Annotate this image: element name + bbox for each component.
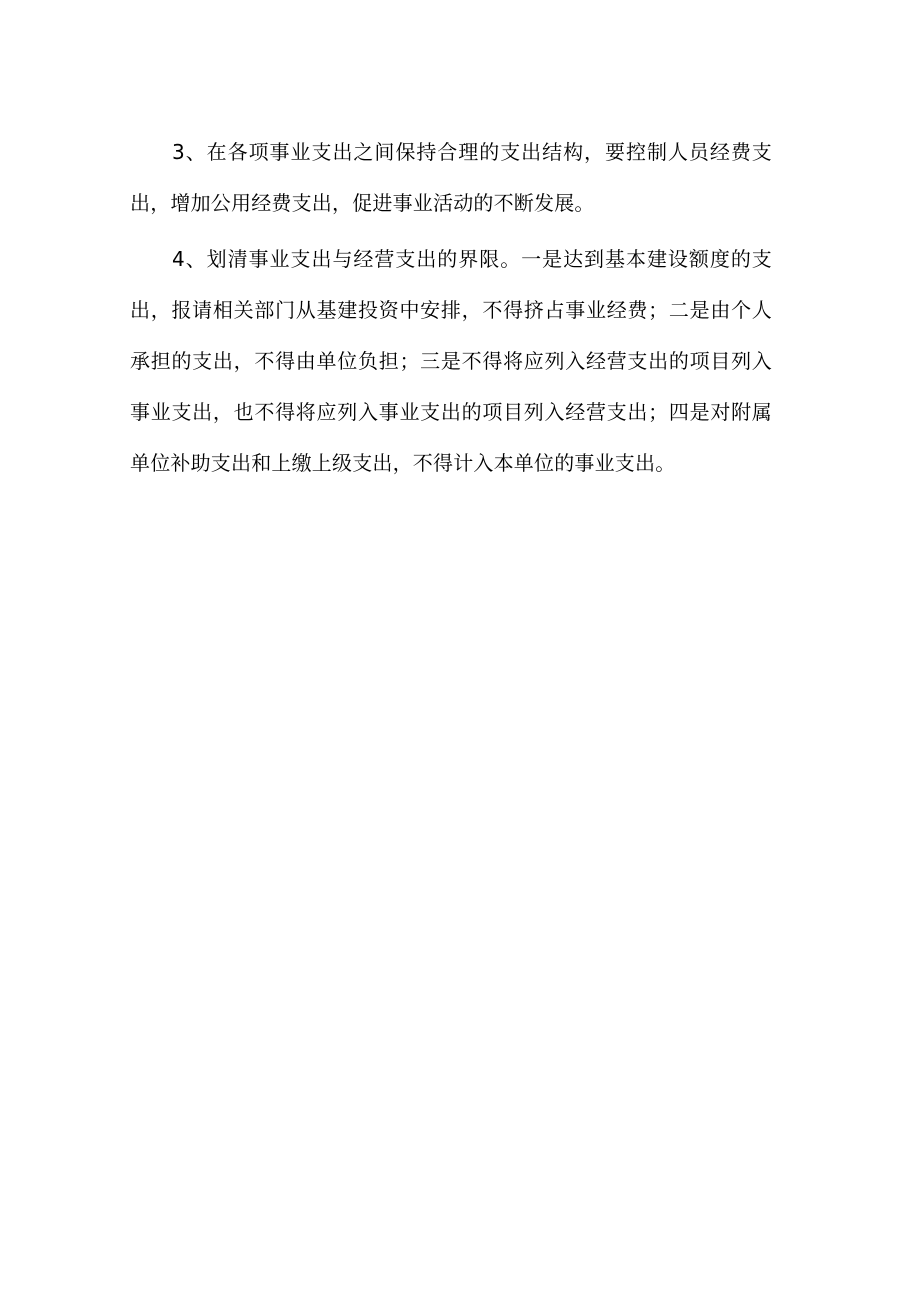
paragraph-4: 4、划清事业支出与经营支出的界限。一是达到基本建设额度的支出，报请相关部门从基建投资中安排，不得挤占事业经费；二是由个人承担的支出，不得由单位负担；三是不得将应列入经营支出的项目列入事业支出，也不得将应列入事业支出的项目列入经营支出；四是对附属单位补助支出和上缴上级支出，不得计入本单位的事业支出。 [130, 247, 772, 475]
paragraph-3: 3、在各项事业支出之间保持合理的支出结构，要控制人员经费支出，增加公用经费支出，促进事业活动的不断发展。 [130, 140, 772, 215]
document-body [130, 127, 772, 489]
